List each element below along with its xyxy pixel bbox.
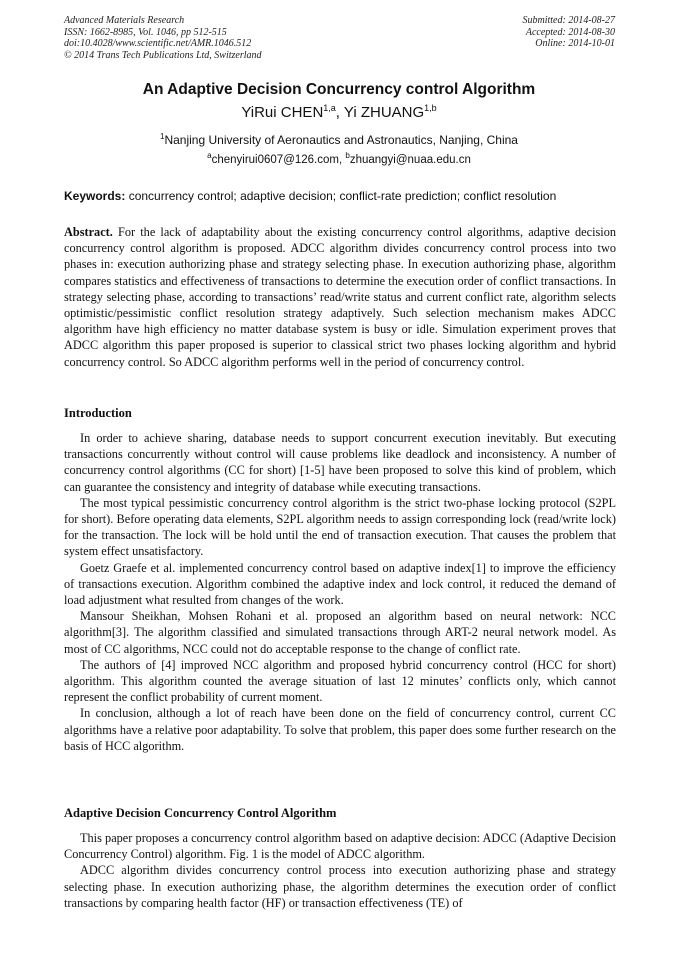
affiliation-superscript: 1 — [160, 132, 165, 141]
paragraph: This paper proposes a concurrency control algorithm based on adaptive decision: ADCC (Adaptive Decision Concurrency Control) algorithm. Fig. 1 is the model of ADCC algorithm. — [64, 831, 616, 862]
introduction-body — [64, 430, 616, 754]
copyright-line: © 2014 Trans Tech Publications Ltd, Switzerland — [64, 49, 262, 61]
affiliation — [0, 133, 678, 147]
submitted-date: Submitted: 2014-08-27 — [522, 15, 615, 26]
paragraph: The most typical pessimistic concurrency control algorithm is the strict two-phase locking protocol (S2PL for short). Before operating data elements, S2PL algorithm needs to assign corresponding lock (read/write lock) for the transaction. The lock will be hold until the end of transaction execution. That causes the problem that system effect unsatisfactory. — [64, 495, 616, 559]
abstract-label: Abstract. — [64, 225, 113, 239]
issn-line: ISSN: 1662-8985, Vol. 1046, pp 512-515 — [64, 26, 227, 38]
email-superscript: a — [207, 151, 212, 161]
email-b: zhuangyi@nuaa.edu.cn — [349, 154, 471, 166]
section-heading-adcc: Adaptive Decision Concurrency Control Algorithm — [64, 806, 337, 820]
journal-info — [64, 15, 262, 61]
author-name: YiRui CHEN — [241, 104, 324, 121]
section-heading-introduction: Introduction — [64, 406, 132, 420]
paper-title: An Adaptive Decision Concurrency control Algorithm — [142, 81, 536, 98]
keywords-label: Keywords: — [64, 189, 126, 203]
author-name: Yi ZHUANG — [343, 104, 425, 121]
abstract-text: For the lack of adaptability about the existing concurrency control algorithms, adaptive decision concurrency control algorithm is proposed. ADCC algorithm divides concurrency control process into two phases in: execution authorizing phase and strategy selecting phase. In execution authorizing phase, algorithm compares statistics and effectiveness of transactions to determine the execution order of conflict transactions. In strategy selecting phase, according to transactions’ read/write status and current conflict rate, algorithm selects optimistic/pessimistic conflict resolution strategy adaptively. Such selection mechanism makes ADCC algorithm have high efficiency no matter database system is busy or idle. Simulation experiment proves that ADCC algorithm this paper proposed is superior to classical strict two phases locking algorithm and hybrid concurrency control. So ADCC algorithm performs well in the period of concurrency control. — [64, 225, 616, 369]
author-list — [0, 104, 678, 121]
paragraph: ADCC algorithm divides concurrency control process into execution authorizing phase and strategy selecting phase. In execution authorizing phase, the algorithm determines the execution order of conflict transactions by comparing health factor (HF) or transaction effectiveness (TE) of — [64, 863, 616, 910]
author-superscript: 1,b — [424, 103, 437, 113]
paragraph: In order to achieve sharing, database needs to support concurrent execution inevitably. But executing transactions concurrently without control will cause problems like deadlock and inconsistency. A number of concurrency control algorithms (CC for short) [1-5] have been proposed to solve this kind of problem, which can guarantee the consistency and integrity of database while executing transactions. — [64, 431, 616, 494]
paragraph: Goetz Graefe et al. implemented concurrency control based on adaptive index[1] to improve the efficiency of transactions execution. Algorithm combined the adaptive index and lock control, it reduced the demand of load adjustment what resulted from changes of the work. — [64, 560, 616, 608]
paragraph: Mansour Sheikhan, Mohsen Rohani et al. proposed an algorithm based on neural network: NCC algorithm[3]. The algorithm classified and simulated transactions through ART-2 neural network model. As most of CC algorithms, NCC could not do acceptable response to the change of conflict rate. — [64, 609, 616, 656]
doi-line: doi:10.4028/www.scientific.net/AMR.1046.512 — [64, 38, 252, 49]
author-separator: , — [335, 104, 340, 121]
paragraph: The authors of [4] improved NCC algorithm and proposed hybrid concurrency control (HCC for short) algorithm. This algorithm counted the average situation of last 12 minutes’ conflicts only, which cannot represent the conflict probability of current moment. — [64, 657, 616, 705]
keywords — [64, 189, 616, 203]
abstract — [64, 224, 616, 370]
accepted-date: Accepted: 2014-08-30 — [525, 26, 615, 38]
affiliation-text: Nanjing University of Aeronautics and Astronautics, Nanjing, China — [164, 133, 518, 147]
publication-dates — [523, 15, 616, 50]
email-a: chenyirui0607@126.com, — [211, 154, 346, 166]
paragraph: In conclusion, although a lot of reach have been done on the field of concurrency control, current CC algorithms have a relative poor adaptability. To solve that problem, this paper does some further research on the basis of HCC algorithm. — [64, 706, 616, 753]
journal-name: Advanced Materials Research — [64, 15, 185, 26]
keywords-text: concurrency control; adaptive decision; conflict-rate prediction; conflict resolution — [125, 189, 557, 203]
author-emails — [0, 151, 678, 166]
online-date: Online: 2014-10-01 — [535, 38, 615, 49]
author-superscript: 1,a — [323, 103, 336, 113]
email-superscript: b — [345, 151, 350, 161]
adcc-body — [64, 830, 616, 911]
